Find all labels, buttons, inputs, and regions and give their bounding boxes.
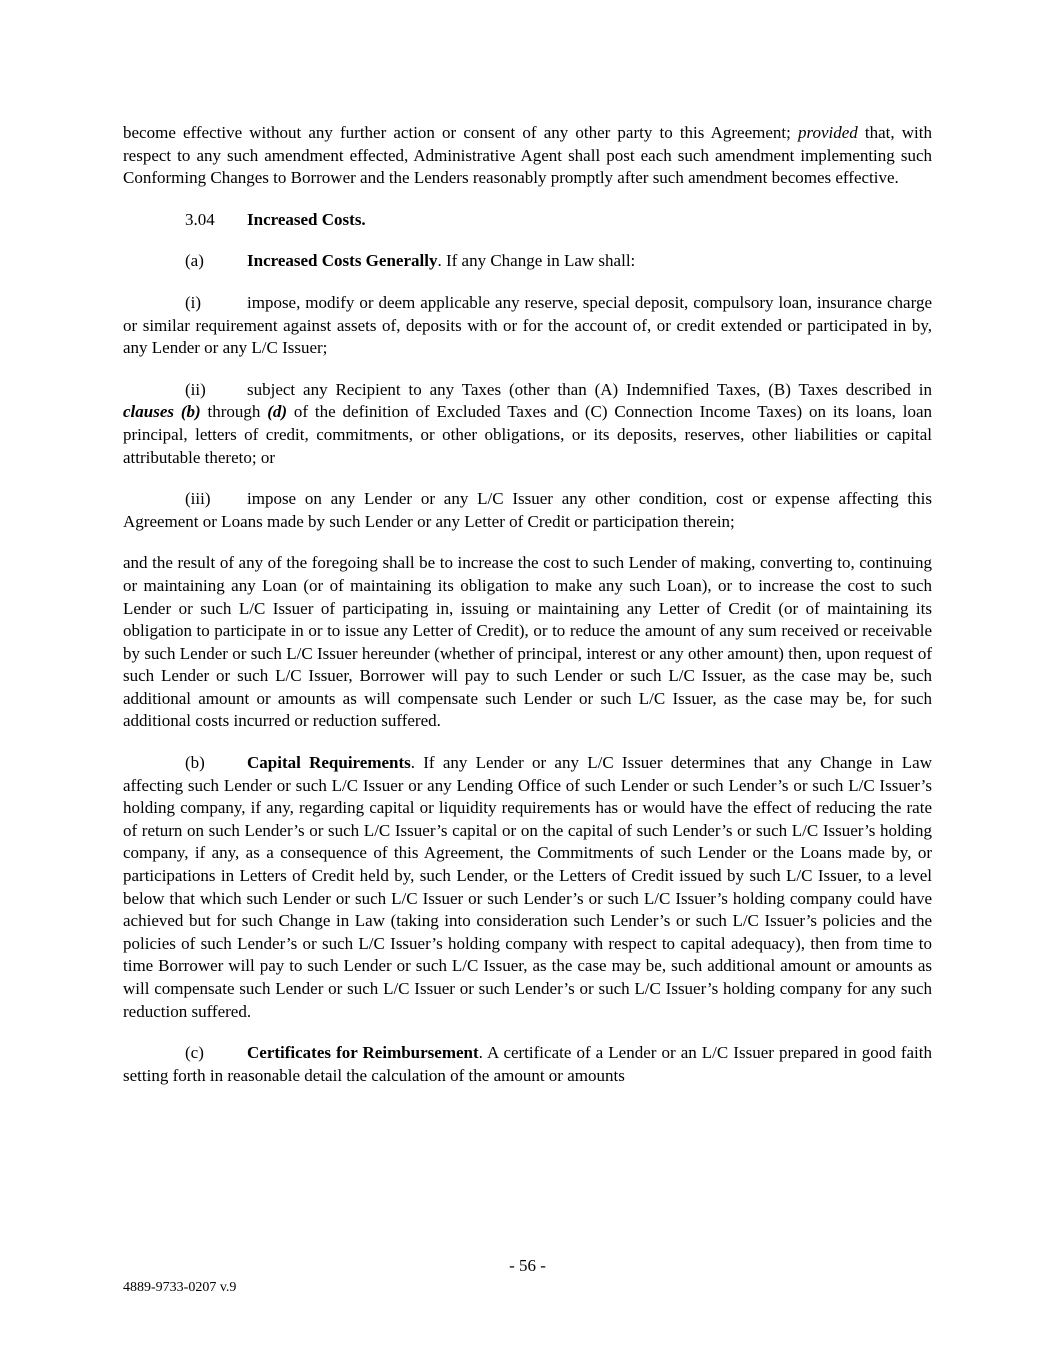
clause-ii-text-pre: subject any Recipient to any Taxes (other than (A) Indemnified Taxes, (B) Taxes described in [247,379,932,399]
clause-i-number: (i) [185,292,202,312]
clause-ii-ref-d: (d) [267,402,288,422]
clause-b-rest: . If any Lender or any L/C Issuer determines that any Change in Law affecting such Lender or such L/C Issuer or any Lending Office of such Lender or such Lender’s or such L/C Issuer’s holding company, if any, regarding capital or liquidity requirements has or would have the effect of reducing the rate of return on such Lender’s or such L/C Issuer’s capital or on the capital of such Lender’s or such L/C Issuer’s holding company, if any, as a consequence of this Agreement, the Commitments of such Lender or the Loans made by, or participations in Letters of Credit held by, such Lender, or the Letters of Credit issued by such L/C Issuer, to a level below that which such Lender or such L/C Issuer or such Lender’s or such L/C Issuer’s holding company could have achieved but for such Change in Law (taking into consideration such Lender’s or such L/C Issuer’s policies and the policies of such Lender’s or such L/C Issuer’s holding company with respect to capital adequacy), then from time to time Borrower will pay to such Lender or such L/C Issuer, as the case may be, such additional amount or amounts as will compensate such Lender or such L/C Issuer or such Lender’s or such L/C Issuer’s holding company for any such reduction suffered. [123,753,932,1021]
intro-provided-italic: provided [797,123,858,142]
clause-i-paragraph [123,292,932,360]
clause-iii-text: impose on any Lender or any L/C Issuer any other condition, cost or expense affecting this Agreement or Loans made by such Lender or any Letter of Credit or participation therein; [123,489,932,531]
paragraph-intro [123,122,932,190]
footer-document-id: 4889-9733-0207 v.9 [123,1280,237,1295]
clause-b-paragraph [123,752,932,1023]
clause-ii-text-mid: through [200,402,268,422]
intro-text-post: that, with respect to any such amendment effected, Administrative Agent shall post each such amendment implementing such Conforming Changes to Borrower and the Lenders reasonably promptly after such amendment becomes effective. [123,123,933,188]
clause-c-rest: . A certificate of a Lender or an L/C Issuer prepared in good faith setting forth in reasonable detail the calculation of the amount or amounts [123,1043,932,1085]
result-text: and the result of any of the foregoing shall be to increase the cost to such Lender of making, converting to, continuing or maintaining any Loan (or of maintaining its obligation to make any such Loan), or to increase the cost to such Lender or such L/C Issuer of participating in, issuing or maintaining any Letter of Credit (or of maintaining its obligation to participate in or to issue any Letter of Credit), or to reduce the amount of any sum received or receivable by such Lender or such L/C Issuer hereunder (whether of principal, interest or any other amount) then, upon request of such Lender or such L/C Issuer, Borrower will pay to such Lender or such L/C Issuer, as the case may be, such additional amount or amounts as will compensate such Lender or such L/C Issuer, as the case may be, for such additional costs incurred or reduction suffered. [123,553,932,731]
clause-iii-paragraph [123,488,932,533]
clause-i-text: impose, modify or deem applicable any reserve, special deposit, compulsory loan, insurance charge or similar requirement against assets of, deposits with or for the account of, or credit extended or participated in by, any Lender or any L/C Issuer; [123,292,932,358]
clause-a-number: (a) [185,251,204,271]
clause-b-number: (b) [185,753,205,773]
clause-ii-ref-clauses-b: clauses (b) [123,402,201,422]
clause-c-number: (c) [185,1043,204,1063]
clause-ii-number: (ii) [185,379,206,399]
clause-a-heading [123,250,932,273]
clause-iii-number: (iii) [185,489,211,509]
clause-ii-paragraph [123,379,932,469]
intro-text-pre: become effective without any further action or consent of any other party to this Agreement; [123,123,798,142]
clause-ii-text-post: of the definition of Excluded Taxes and (C) Connection Income Taxes) on its loans, loan principal, letters of credit, commitments, or other obligations, or its deposits, reserves, other liabilities or capital attributable thereto; or [123,402,932,467]
clause-c-title: Certificates for Reimbursement [247,1043,479,1063]
clause-b-title: Capital Requirements [247,753,411,773]
section-title: Increased Costs. [247,209,366,229]
footer-page-number: - 56 - [509,1256,546,1275]
section-3-04-heading [123,209,932,232]
paragraph-result [123,552,932,733]
clause-c-paragraph [123,1042,932,1087]
clause-a-rest: . If any Change in Law shall: [437,251,636,271]
section-number: 3.04 [185,209,215,229]
clause-a-title: Increased Costs Generally [247,251,438,271]
